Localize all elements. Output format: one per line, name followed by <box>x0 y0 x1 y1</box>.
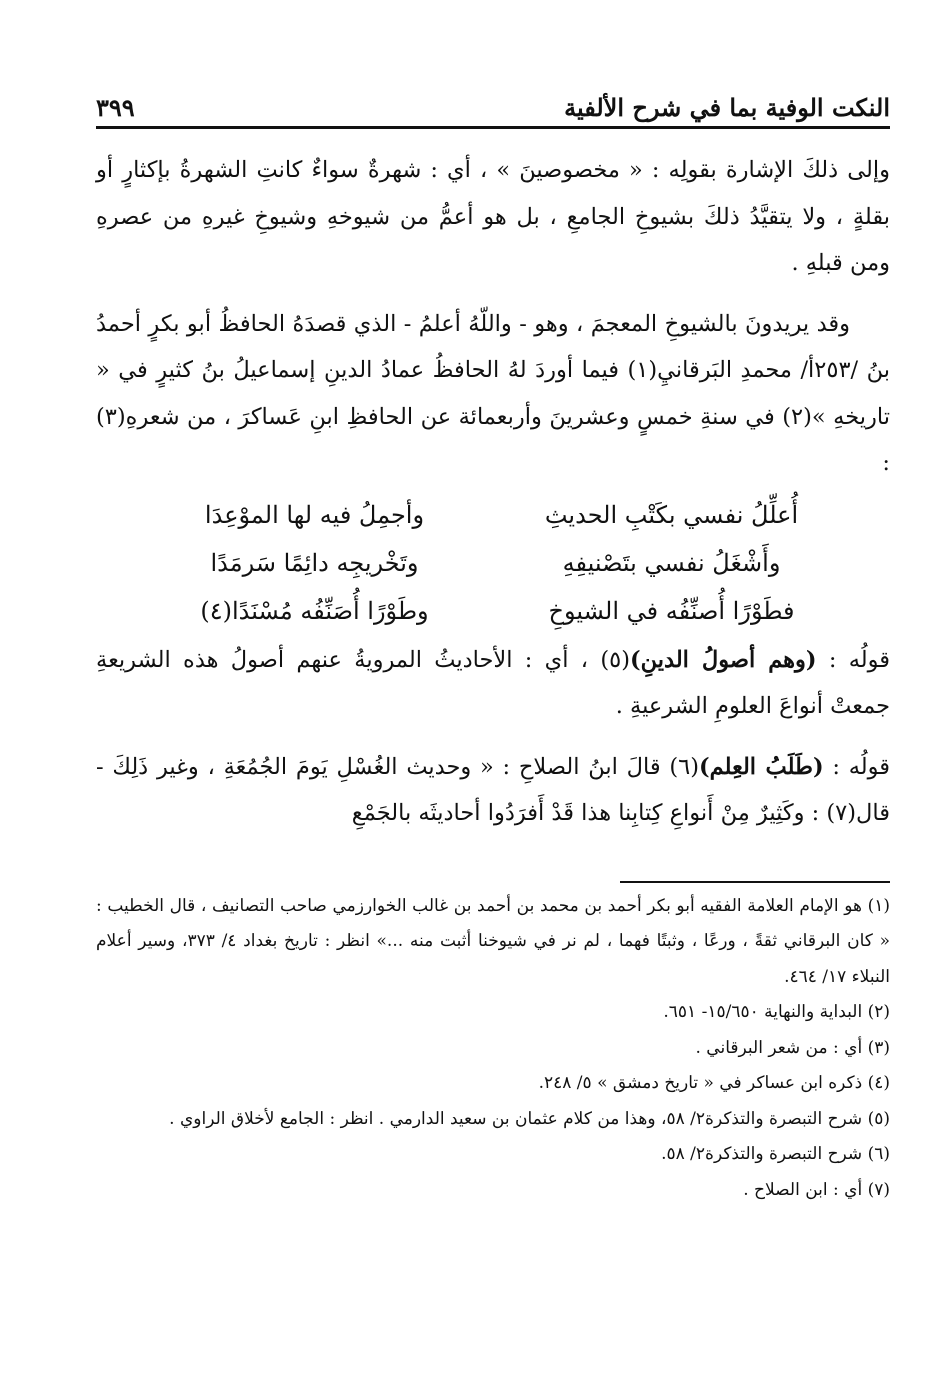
paragraph-3-lead: قولُه : <box>816 646 890 673</box>
paragraph-3-quote: (وهم أصولُ الدينِ) <box>629 646 817 673</box>
paragraph-1: وإلى ذلكَ الإشارة بقولِه : « مخصوصينَ » ، أي : شهرةٌ سواءٌ كانتِ الشهرةُ بإكثارٍ أو بقلةٍ ، ولا يتقيَّدُ ذلكَ بشيوخِ الجامعِ ، بل هو أعمُّ من شيوخهِ وشيوخِ غيرهِ من عصرهِ ومن قبلهِ . <box>96 157 890 276</box>
paragraph-3 <box>96 637 890 730</box>
poem-hemistich-first: وأَشْغَلُ نفسي بتَصْنيفِهِ <box>562 548 781 577</box>
paragraph-4-quote: (طَلَبُ العِلم) <box>699 753 824 780</box>
book-page <box>96 70 890 1360</box>
poem-hemistich-second: وأجمِلُ فيه لها الموْعِدَا <box>204 500 425 529</box>
footnote-3: (٣) أي : من شعر البرقاني . <box>695 1037 890 1058</box>
footnote-6: (٦) شرح التبصرة والتذكرة٢/ ٥٨. <box>661 1144 890 1164</box>
footnote-2: (٢) البداية والنهاية ١٥/٦٥٠- ٦٥١. <box>663 1002 890 1022</box>
poem-hemistich-second: وطَوْرًا أُصَنِّفُه مُسْنَدًا(٤) <box>200 596 429 625</box>
footnotes <box>96 889 890 1209</box>
page-number: ٣٩٩ <box>96 93 135 122</box>
paragraph-3-rest: (٥) ، أي : الأحاديثُ المرويةُ عنهم أصولُ هذه الشريعةِ جمعتْ أنواعَ العلومِ الشرعيةِ . <box>96 646 890 719</box>
footnote-1: (١) هو الإمام العلامة الفقيه أبو بكر أحمد بن محمد بن أحمد بن غالب الخوارزمي صاحب التصانيف ، قال الخطيب : « كان البرقاني ثقةً ، ورعًا ، وثبتًا فهما ، لم نر في شيوخنا أثبت منه ...» انظر : تاريخ بغداد ٤/ ٣٧٣، وسير أعلام النبلاء ١٧/ ٤٦٤. <box>96 895 890 987</box>
main-text <box>96 147 890 837</box>
paragraph-2: وقد يريدونَ بالشيوخِ المعجمَ ، وهو - واللّهُ أعلمُ - الذي قصدَهُ الحافظُ أبو بكرٍ أحمدُ بنُ /٢٥٣أ/ محمدِ البَرقانيِ(١) فيما أوردَ لهُ الحافظُ عمادُ الدينِ إسماعيلُ بنُ كثيرٍ في « تاريخهِ »(٢) في سنةِ خمسٍ وعشرينَ وأربعمائة عن الحافظِ ابنِ عَساكرَ ، من شعرهِ(٣) : <box>96 310 891 476</box>
paragraph-4-lead: قولُه : <box>823 753 890 780</box>
footnote-4: (٤) ذكره ابن عساكر في « تاريخ دمشق » ٥/ ٢٤٨. <box>538 1073 890 1093</box>
footnote-5: (٥) شرح التبصرة والتذكرة٢/ ٥٨، وهذا من كلام عثمان بن سعيد الدارمي . انظر : الجامع لأخلاق الراوي . <box>169 1108 890 1129</box>
book-title: النكت الوفية بما في شرح الألفية <box>564 93 890 122</box>
paragraph-4-rest: (٦) قالَ ابنُ الصلاحِ : « وحديث الغُسْلِ يَومَ الجُمُعَةِ ، وغير ذَلِكَ - قال(٧) : وكَثِيرٌ مِنْ أَنواعِ كِتابِنا هذا قَدْ أَفرَدُوا أحاديثَه بالجَمْعِ <box>96 753 890 826</box>
poem-hemistich-first: أُعلِّلُ نفسي بكَتْبِ الحديثِ <box>544 500 799 529</box>
poem-hemistich-first: فطَوْرًا أُصنِّفُه في الشيوخِ <box>548 596 795 625</box>
poem-verse-3 <box>96 587 890 635</box>
running-header <box>96 70 890 129</box>
footnote-separator <box>620 881 890 883</box>
poem <box>96 491 890 635</box>
paragraph-4 <box>96 744 890 837</box>
poem-hemistich-second: وتَخْريجِه دائِمًا سَرمَدًا <box>210 548 419 577</box>
poem-verse-1 <box>96 491 890 539</box>
poem-verse-2 <box>96 539 890 587</box>
footnote-7: (٧) أي : ابن الصلاح . <box>743 1179 890 1200</box>
